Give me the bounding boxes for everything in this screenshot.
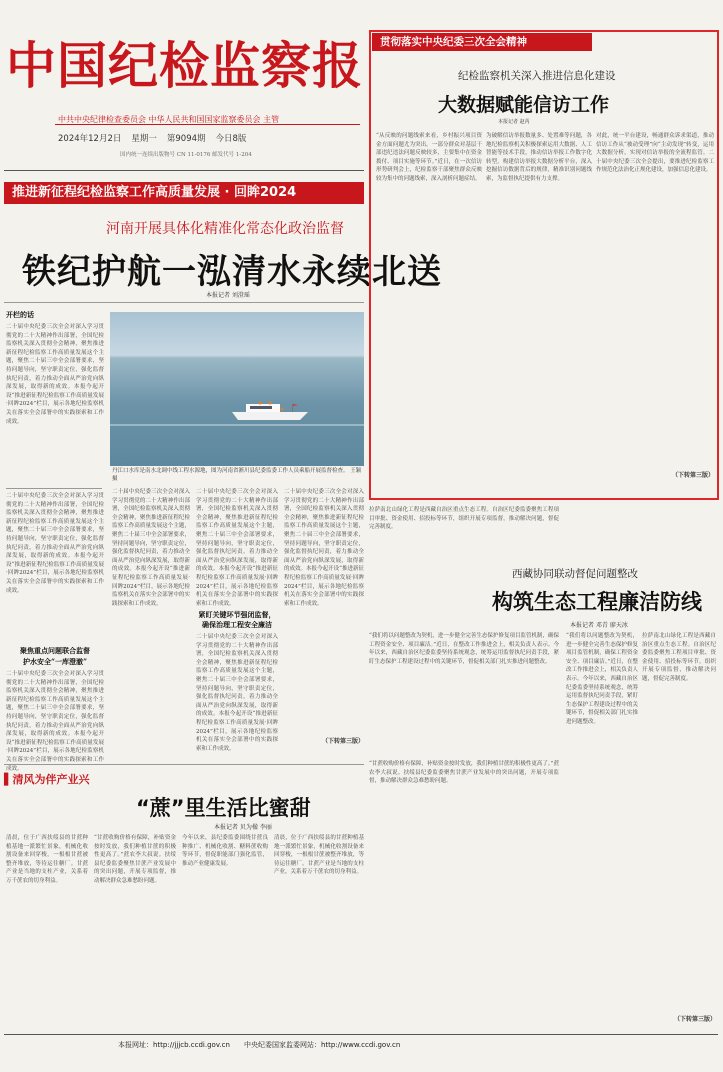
second-col0-text: “我们将以问题整改为契机，进一步健全完善生态保护修复项目监管机制，确保工程资金安全、项目廉洁。”近日，在整改工作推进会上，相关负责人表示。今年以来，西藏自治区纪委监委坚持系统观念，统筹运用监督执纪问责手段，紧盯生态保护工程建设过程中的关键环节，督促相关部门扎实推进问题整改。	[369, 633, 559, 665]
lead-col4	[284, 488, 364, 758]
lead-col1-text: 二十届中央纪委三次全会对深入学习贯彻党的二十大精神作出部署，全国纪检监察机关深入贯彻全会精神，聚焦推进新征程纪检监察工作高质量发展这个主题，聚焦二十届三中全会部署要求，坚持问题导向，坚守职责定位，强化监督执纪问责，着力推动全面从严治党向纵深发展，取得新的成效。本报今起开设“推进新征程纪检监察工作高质量发展·回眸2024”栏目，展示各地纪检监察机关在落实全会部署中的实践探索和工作成效。	[6, 493, 104, 594]
registration-line: 国内统一连续出版物号 CN 11-0176 邮发代号 1-204	[120, 152, 252, 158]
footer-site[interactable]: 本报网址：http://jjjcb.ccdi.gov.cn	[118, 1041, 230, 1049]
third-rule	[4, 764, 364, 765]
third-col3-text: 今年以来，县纪委监委围绕甘蔗良种推广、机械化收割、糖料蔗收购等环节，督促职能部门强化监管，推动产业健康发展。	[182, 835, 268, 867]
lead-continued: （下转第三版）	[321, 738, 364, 745]
issue-info	[58, 132, 246, 144]
lead-col2	[112, 488, 190, 758]
second-continued: （下转第三版）	[673, 1016, 716, 1023]
third-col1-text: 清晨，位于广西扶绥县的甘蔗种植基地一派繁忙景象，机械化收割设备来回穿梭，一根根甘蔗被整齐堆放，等待运往糖厂。甘蔗产业是当地的支柱产业，关系着万千蔗农的切身利益。	[6, 835, 88, 884]
lead-col3-text: 二十届中央纪委三次全会对深入学习贯彻党的二十大精神作出部署，全国纪检监察机关深入贯彻全会精神，聚焦推进新征程纪检监察工作高质量发展这个主题，聚焦二十届三中全会部署要求，坚持问题导向，坚守职责定位，强化监督执纪问责，着力推动全面从严治党向纵深发展，取得新的成效。本报今起开设“推进新征程纪检监察工作高质量发展·回眸2024”栏目，展示各地纪检监察机关在落实全会部署中的实践探索和工作成效。	[196, 489, 278, 607]
feature-col3-text: 对此，统一平台建设，畅通群众诉求渠道，推动信访工作从“被动受理”向“主动发现”转变，运用大数据分析，实现对信访举报的全流程监管。二十届中央纪委三次全会提出，要推进纪检监察工作规范化法治化正规化建设，加强信息化建设。	[596, 133, 714, 174]
third-col4-text: 清晨，位于广西扶绥县的甘蔗种植基地一派繁忙景象，机械化收割设备来回穿梭，一根根甘蔗被整齐堆放，等待运往糖厂。甘蔗产业是当地的支柱产业，关系着万千蔗农的切身利益。	[274, 835, 364, 876]
feature-tag: 贯彻落实中央纪委三次全会精神	[372, 33, 592, 51]
lead-col1	[6, 492, 104, 772]
feature-col1-text: “从反映的问题线索来看，乡村振兴项目资金方面问题尤为突出。一部分群众对基层干部违纪违法问题反映较多，主要集中在资金拨付、项目实施等环节。”近日，在一次信访形势研判会上，纪检监察干部聚焦群众反映较为集中的问题线索，深入剖析问题症结。	[376, 133, 482, 182]
lead-byline: 本报记者 刘澄瑶	[206, 292, 250, 299]
feature-headline: 大数据赋能信访工作	[438, 94, 610, 116]
lead-col3	[196, 488, 278, 758]
feature-col2	[486, 132, 592, 492]
second-kicker: 西藏协同联动督促问题整改	[512, 568, 638, 580]
boat-image	[230, 400, 310, 422]
masthead-sponsors: 中共中央纪律检查委员会 中华人民共和国国家监察委员会 主管	[58, 115, 280, 124]
lead-col3-text2: 二十届中央纪委三次全会对深入学习贯彻党的二十大精神作出部署，全国纪检监察机关深入贯彻全会精神，聚焦推进新征程纪检监察工作高质量发展这个主题，聚焦二十届三中全会部署要求，坚持问题导向，坚守职责定位，强化监督执纪问责，着力推动全面从严治党向纵深发展，取得新的成效。本报今起开设“推进新征程纪检监察工作高质量发展·回眸2024”栏目，展示各地纪检监察机关在落实全会部署中的实践探索和工作成效。	[196, 634, 278, 752]
lead-col4-text: 二十届中央纪委三次全会对深入学习贯彻党的二十大精神作出部署，全国纪检监察机关深入贯彻全会精神，聚焦推进新征程纪检监察工作高质量发展这个主题，聚焦二十届三中全会部署要求，坚持问题导向，坚守职责定位，强化监督执纪问责，着力推动全面从严治党向纵深发展，取得新的成效。本报今起开设“推进新征程纪检监察工作高质量发展·回眸2024”栏目，展示各地纪检监察机关在落实全会部署中的实践探索和工作成效。	[284, 489, 364, 607]
masthead-divider	[55, 124, 360, 125]
third-col2-text: “甘蔗收购价格有保障，补贴资金按时发放，我们种植甘蔗的积极性更高了。”蔗农李大叔说。扶绥县纪委监委聚焦甘蔗产业发展中的突出问题，开展专项监督，推动解决群众急难愁盼问题。	[94, 835, 176, 884]
lead-rule	[4, 302, 364, 303]
third-col2	[94, 834, 176, 1034]
second-byline: 本报记者 邓青 廖天冰	[570, 622, 628, 629]
feature-col1	[376, 132, 482, 492]
feature-col3	[596, 132, 714, 492]
lead-photo	[110, 312, 364, 466]
second-col1	[566, 632, 638, 1032]
issue-weekday: 星期一	[131, 134, 157, 144]
photo-caption: 丹江口水库是南水北调中线工程水源地，图为河南省淅川县纪委监委工作人员乘船开展监督检查。 王颖 摄	[112, 468, 362, 482]
lead-col2-text: 二十届中央纪委三次全会对深入学习贯彻党的二十大精神作出部署，全国纪检监察机关深入贯彻全会精神，聚焦推进新征程纪检监察工作高质量发展这个主题，聚焦二十届三中全会部署要求，坚持问题导向，坚守职责定位，强化监督执纪问责，着力推动全面从严治党向纵深发展，取得新的成效。本报今起开设“推进新征程纪检监察工作高质量发展·回眸2024”栏目，展示各地纪检监察机关在落实全会部署中的实践探索和工作成效。	[112, 489, 190, 607]
lead-col1-subhead2: 护水安全“一库澄澈”	[22, 657, 88, 666]
second-col0	[369, 632, 559, 752]
second-col2-text: 拉萨南北山绿化工程是西藏自治区重点生态工程。自治区纪委监委聚焦工程项目审批、资金使用、招投标等环节，组织开展专项监督，推动解决问题，督促完善制度。	[642, 633, 716, 682]
issue-pages: 今日8版	[215, 134, 247, 144]
feature-kicker: 纪检监察机关深入推进信息化建设	[458, 70, 616, 82]
lead-col1-text2: 二十届中央纪委三次全会对深入学习贯彻党的二十大精神作出部署，全国纪检监察机关深入贯彻全会精神，聚焦推进新征程纪检监察工作高质量发展这个主题，聚焦二十届三中全会部署要求，坚持问题导向，坚守职责定位，强化监督执纪问责，着力推动全面从严治党向纵深发展，取得新的成效。本报今起开设“推进新征程纪检监察工作高质量发展·回眸2024”栏目，展示各地纪检监察机关在落实全会部署中的实践探索和工作成效。	[6, 671, 104, 772]
lead-headline: 铁纪护航一泓清水永续北送	[22, 252, 442, 292]
footer	[118, 1040, 400, 1050]
third-col5	[369, 760, 559, 1032]
third-tag: ▌清风为伴产业兴	[4, 773, 90, 786]
intro-text: 二十届中央纪委三次全会对深入学习贯彻党的二十大精神作出部署，全国纪检监察机关深入贯彻全会精神，聚焦推进新征程纪检监察工作高质量发展这个主题，聚焦二十届三中全会部署要求，坚持问题导向，坚守职责定位，强化监督执纪问责，着力推动全面从严治党向纵深发展，取得新的成效。本报今起开设“推进新征程纪检监察工作高质量发展·回眸2024”栏目，展示各地纪检监察机关在落实全会部署中的实践探索和工作成效。	[6, 324, 104, 425]
second-headline: 构筑生态工程廉洁防线	[492, 590, 702, 614]
feature-col2-text: 为破解信访举报数量多、处置难等问题，各地纪检监察机关积极探索运用大数据、人工智能等技术手段，推动信访举报工作数字化转型，构建信访举报大数据分析平台，深入挖掘信访数据背后的规律，精准识别问题线索，为监督执纪提供有力支撑。	[486, 133, 592, 182]
second-col2	[642, 632, 716, 1032]
intro-rule	[6, 488, 102, 489]
third-tag-text: 清风为伴产业兴	[12, 773, 90, 786]
intro-label: 开栏的话	[6, 310, 34, 319]
issue-number: 第9094期	[166, 134, 206, 144]
footer-ccdi[interactable]: 中央纪委国家监委网站：http://www.ccdi.gov.cn	[243, 1041, 401, 1049]
column-banner: 推进新征程纪检监察工作高质量发展 · 回眸2024	[4, 182, 364, 204]
third-col5-text: “甘蔗收购价格有保障，补贴资金按时发放，我们种植甘蔗的积极性更高了。”蔗农李大叔说。扶绥县纪委监委聚焦甘蔗产业发展中的突出问题，开展专项监督，推动解决群众急难愁盼问题。	[369, 761, 559, 785]
lead-col1-subhead: 聚焦重点问题联合监督	[20, 646, 90, 655]
feature-continued: （下转第三版）	[671, 472, 714, 479]
lead-col3-subhead: 紧盯关键环节强闭监督，确保治理工程安全廉洁	[198, 610, 276, 629]
masthead-rule	[4, 170, 364, 171]
second-col1-text: “我们将以问题整改为契机，进一步健全完善生态保护修复项目监管机制，确保工程资金安全、项目廉洁。”近日，在整改工作推进会上，相关负责人表示。今年以来，西藏自治区纪委监委坚持系统观念，统筹运用监督执纪问责手段，紧盯生态保护工程建设过程中的关键环节，督促相关部门扎实推进问题整改。	[566, 633, 638, 725]
third-col4	[274, 834, 364, 1034]
third-headline: “蔗”里生活比蜜甜	[136, 796, 311, 820]
third-col1	[6, 834, 88, 1034]
lead-col5-text: 拉萨南北山绿化工程是西藏自治区重点生态工程。自治区纪委监委聚焦工程项目审批、资金使用、招投标等环节，组织开展专项监督，推动解决问题，督促完善制度。	[369, 507, 559, 531]
issue-date: 2024年12月2日	[58, 134, 122, 144]
third-col3	[182, 834, 268, 1034]
feature-byline: 本报记者 赵芮	[498, 119, 530, 125]
footer-rule	[4, 1034, 718, 1035]
third-byline: 本报记者 贝为楹 李丽	[214, 824, 272, 831]
lead-kicker: 河南开展具体化精准化常态化政治监督	[106, 221, 344, 237]
masthead-title: 中国纪检监察报	[6, 36, 363, 95]
lead-col5	[369, 506, 559, 626]
